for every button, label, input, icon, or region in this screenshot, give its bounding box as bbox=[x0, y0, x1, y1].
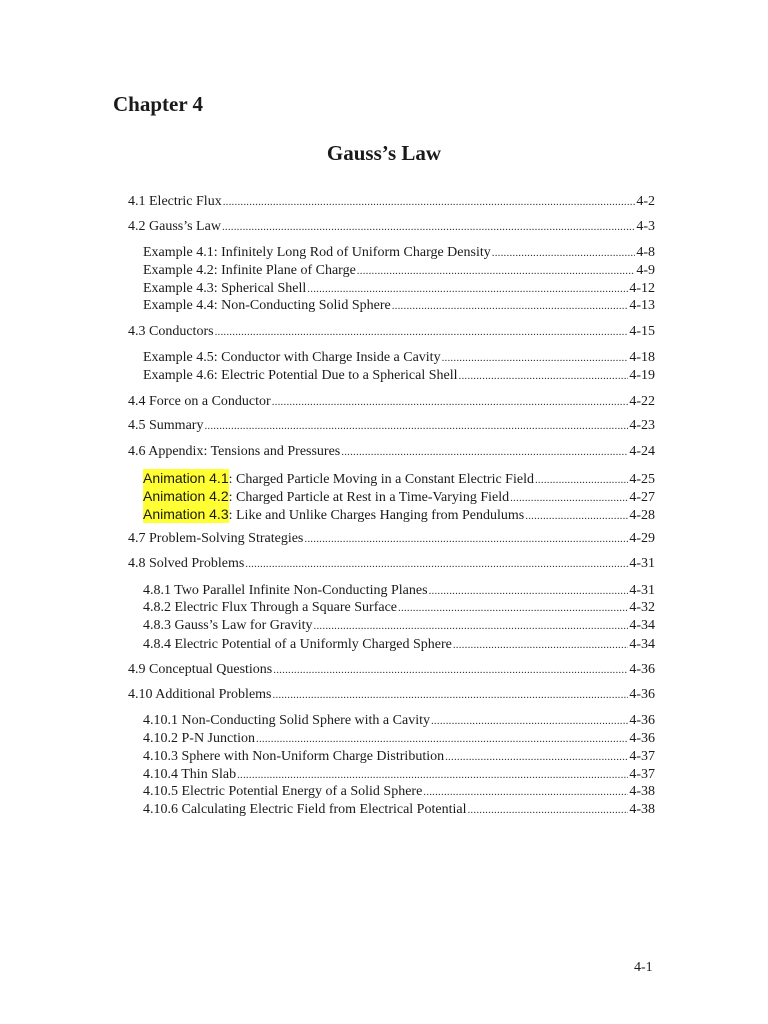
toc-entry-text: 4.10.1 Non-Conducting Solid Sphere with a Cavity bbox=[143, 713, 430, 728]
dot-leader bbox=[429, 582, 629, 600]
toc-page-number: 4-37 bbox=[629, 767, 655, 782]
toc-entry-text: Example 4.2: Infinite Plane of Charge bbox=[143, 263, 356, 278]
dot-leader bbox=[245, 555, 628, 573]
toc-entry-text: Example 4.1: Infinitely Long Rod of Uniform Charge Density bbox=[143, 245, 491, 260]
toc-subsection-4-8-3[interactable] bbox=[143, 617, 655, 635]
toc-entry-text: Example 4.6: Electric Potential Due to a Spherical Shell bbox=[143, 368, 458, 383]
dot-leader bbox=[256, 730, 628, 748]
dot-leader bbox=[215, 323, 629, 341]
toc-section-4-10[interactable] bbox=[128, 686, 655, 704]
toc-page-number: 4-25 bbox=[629, 472, 655, 487]
toc-section-4-2[interactable] bbox=[128, 218, 655, 236]
toc-entry-text: : Charged Particle Moving in a Constant Electric Field bbox=[228, 472, 534, 487]
toc-section-4-1[interactable] bbox=[128, 193, 655, 211]
toc-entry-text: 4.10.2 P-N Junction bbox=[143, 731, 255, 746]
animation-link[interactable]: Animation 4.1 bbox=[143, 470, 229, 486]
toc-entry-text: 4.10.3 Sphere with Non-Uniform Charge Distribution bbox=[143, 749, 445, 764]
toc-page-number: 4-19 bbox=[629, 368, 655, 383]
toc-section-4-5[interactable] bbox=[128, 417, 655, 435]
toc-page-number: 4-34 bbox=[629, 618, 655, 633]
toc-section-4-9[interactable] bbox=[128, 661, 655, 679]
dot-leader bbox=[467, 801, 628, 819]
toc-page-number: 4-36 bbox=[629, 662, 655, 677]
toc-entry-text: : Charged Particle at Rest in a Time-Varying Field bbox=[228, 490, 510, 505]
dot-leader bbox=[204, 417, 628, 435]
toc-subsection-4-8-1[interactable] bbox=[143, 582, 655, 600]
toc-page-number: 4-29 bbox=[629, 531, 655, 546]
dot-leader bbox=[272, 393, 629, 411]
toc-animation-4-2[interactable] bbox=[143, 487, 655, 505]
toc-entry-text: Example 4.3: Spherical Shell bbox=[143, 281, 307, 296]
toc-entry-text: 4.4 Force on a Conductor bbox=[128, 394, 271, 409]
toc-page-number: 4-13 bbox=[629, 298, 655, 313]
toc-section-4-3[interactable] bbox=[128, 323, 655, 341]
toc-entry-text: 4.8.2 Electric Flux Through a Square Surface bbox=[143, 600, 398, 615]
toc-page-number: 4-36 bbox=[629, 713, 655, 728]
toc-entry-text: 4.10.4 Thin Slab bbox=[143, 767, 237, 782]
toc-page-number: 4-27 bbox=[629, 490, 655, 505]
toc-page-number: 4-23 bbox=[629, 418, 655, 433]
toc-entry-text: 4.5 Summary bbox=[128, 418, 204, 433]
page-title: Gauss’s Law bbox=[326, 141, 442, 165]
dot-leader bbox=[223, 193, 636, 211]
toc-example-4-1[interactable] bbox=[143, 244, 655, 262]
toc-page-number: 4-31 bbox=[629, 583, 655, 598]
toc-page-number: 4-8 bbox=[636, 245, 655, 260]
toc-entry-text: 4.6 Appendix: Tensions and Pressures bbox=[128, 444, 341, 459]
toc-subsection-4-8-4[interactable] bbox=[143, 636, 655, 654]
toc-entry-text: 4.7 Problem-Solving Strategies bbox=[128, 531, 304, 546]
dot-leader bbox=[525, 507, 628, 525]
dot-leader bbox=[273, 686, 629, 704]
dot-leader bbox=[423, 783, 628, 801]
animation-link[interactable]: Animation 4.2 bbox=[143, 488, 229, 504]
toc-page-number: 4-22 bbox=[629, 394, 655, 409]
toc-page-number: 4-9 bbox=[636, 263, 655, 278]
toc-example-4-6[interactable] bbox=[143, 367, 655, 385]
dot-leader bbox=[307, 280, 628, 298]
toc-page-number: 4-38 bbox=[629, 802, 655, 817]
toc-entry-text: 4.9 Conceptual Questions bbox=[128, 662, 273, 677]
toc-animation-4-1[interactable] bbox=[143, 469, 655, 487]
toc-page-number: 4-3 bbox=[636, 219, 655, 234]
toc-animation-4-3[interactable] bbox=[143, 505, 655, 523]
toc-entry-text: Example 4.5: Conductor with Charge Inside a Cavity bbox=[143, 350, 441, 365]
dot-leader bbox=[237, 766, 628, 784]
toc-subsection-4-10-1[interactable] bbox=[143, 712, 655, 730]
toc-example-4-5[interactable] bbox=[143, 349, 655, 367]
toc-subsection-4-10-4[interactable] bbox=[143, 766, 655, 784]
toc-subsection-4-10-2[interactable] bbox=[143, 730, 655, 748]
toc-entry-text: 4.10 Additional Problems bbox=[128, 687, 272, 702]
toc-entry-text: 4.3 Conductors bbox=[128, 324, 214, 339]
toc-entry-text: 4.8.4 Electric Potential of a Uniformly Charged Sphere bbox=[143, 637, 452, 652]
toc-page-number: 4-2 bbox=[636, 194, 655, 209]
toc-page-number: 4-28 bbox=[629, 508, 655, 523]
toc-subsection-4-10-5[interactable] bbox=[143, 783, 655, 801]
toc-example-4-2[interactable] bbox=[143, 262, 655, 280]
page-number-footer: 4-1 bbox=[634, 960, 653, 975]
toc-entry-text: 4.8 Solved Problems bbox=[128, 556, 245, 571]
toc-page-number: 4-18 bbox=[629, 350, 655, 365]
toc-page-number: 4-24 bbox=[629, 444, 655, 459]
toc-entry-text: : Like and Unlike Charges Hanging from Pendulums bbox=[228, 508, 525, 523]
toc-section-4-7[interactable] bbox=[128, 530, 655, 548]
toc-entry-text: 4.1 Electric Flux bbox=[128, 194, 222, 209]
toc-section-4-6[interactable] bbox=[128, 443, 655, 461]
chapter-heading: Chapter 4 bbox=[113, 92, 204, 116]
dot-leader bbox=[492, 244, 636, 262]
dot-leader bbox=[459, 367, 629, 385]
toc-example-4-3[interactable] bbox=[143, 280, 655, 298]
toc-subsection-4-10-3[interactable] bbox=[143, 748, 655, 766]
toc-entry-text: 4.2 Gauss’s Law bbox=[128, 219, 221, 234]
toc-page-number: 4-32 bbox=[629, 600, 655, 615]
dot-leader bbox=[392, 297, 629, 315]
animation-link[interactable]: Animation 4.3 bbox=[143, 506, 229, 522]
toc-subsection-4-10-6[interactable] bbox=[143, 801, 655, 819]
dot-leader bbox=[431, 712, 628, 730]
toc-entry-text: 4.10.6 Calculating Electric Field from Electrical Potential bbox=[143, 802, 467, 817]
dot-leader bbox=[357, 262, 636, 280]
toc-entry-text: 4.10.5 Electric Potential Energy of a Solid Sphere bbox=[143, 784, 423, 799]
dot-leader bbox=[314, 617, 629, 635]
dot-leader bbox=[398, 599, 628, 617]
toc-page-number: 4-12 bbox=[629, 281, 655, 296]
toc-example-4-4[interactable] bbox=[143, 297, 655, 315]
toc-entry-text: 4.8.3 Gauss’s Law for Gravity bbox=[143, 618, 313, 633]
toc-page-number: 4-38 bbox=[629, 784, 655, 799]
toc-page-number: 4-37 bbox=[629, 749, 655, 764]
dot-leader bbox=[304, 530, 628, 548]
toc-page-number: 4-36 bbox=[629, 731, 655, 746]
toc-page-number: 4-31 bbox=[629, 556, 655, 571]
dot-leader bbox=[442, 349, 629, 367]
dot-leader bbox=[341, 443, 628, 461]
toc-page-number: 4-36 bbox=[629, 687, 655, 702]
toc-entry-text: Example 4.4: Non-Conducting Solid Sphere bbox=[143, 298, 391, 313]
toc-page-number: 4-34 bbox=[629, 637, 655, 652]
dot-leader bbox=[273, 661, 628, 679]
toc-section-4-4[interactable] bbox=[128, 393, 655, 411]
toc-section-4-8[interactable] bbox=[128, 555, 655, 573]
dot-leader bbox=[453, 636, 629, 654]
toc-page-number: 4-15 bbox=[629, 324, 655, 339]
dot-leader bbox=[445, 748, 628, 766]
toc-subsection-4-8-2[interactable] bbox=[143, 599, 655, 617]
dot-leader bbox=[222, 218, 635, 236]
toc-entry-text: 4.8.1 Two Parallel Infinite Non-Conducting Planes bbox=[143, 583, 428, 598]
